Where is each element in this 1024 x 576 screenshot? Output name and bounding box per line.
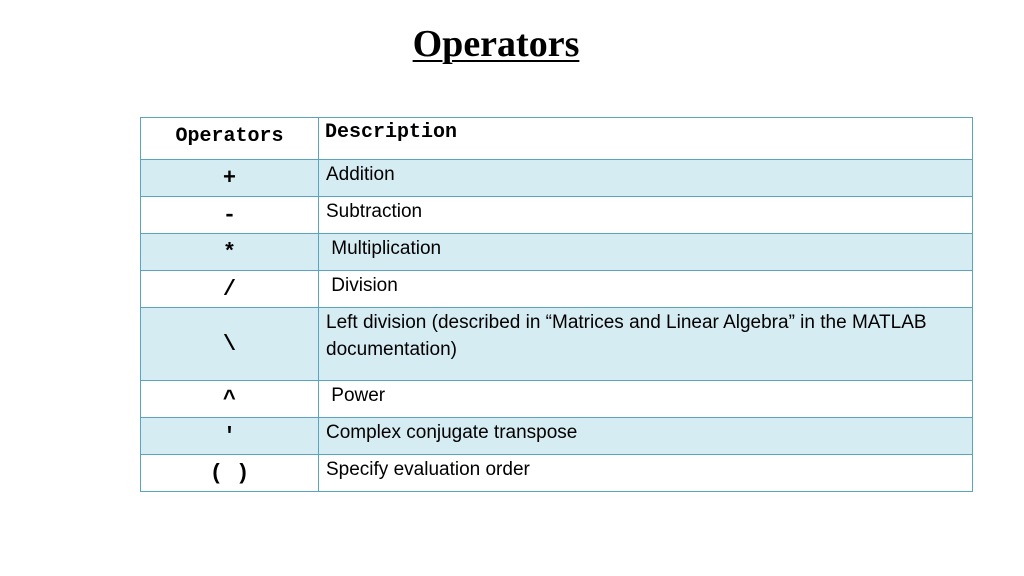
- description-cell: Division: [319, 271, 973, 308]
- operator-cell: -: [141, 197, 319, 234]
- table-row: [141, 234, 973, 271]
- page-title: Operators: [412, 23, 580, 65]
- operators-table: [140, 117, 973, 492]
- operator-cell: ( ): [141, 455, 319, 492]
- table-row: [141, 381, 973, 418]
- description-cell: Left division (described in “Matrices and Linear Algebra” in the MATLAB documentation): [319, 308, 973, 381]
- operator-cell: /: [141, 271, 319, 308]
- description-cell: Complex conjugate transpose: [319, 418, 973, 455]
- table-row: [141, 271, 973, 308]
- description-cell: Subtraction: [319, 197, 973, 234]
- description-cell: Multiplication: [319, 234, 973, 271]
- description-cell: Addition: [319, 160, 973, 197]
- operator-cell: ': [141, 418, 319, 455]
- column-header-operators: Operators: [141, 118, 319, 160]
- operator-cell: ^: [141, 381, 319, 418]
- description-cell: Specify evaluation order: [319, 455, 973, 492]
- table-row: [141, 197, 973, 234]
- table-row: [141, 455, 973, 492]
- table-row: [141, 418, 973, 455]
- table-row: [141, 160, 973, 197]
- description-cell: Power: [319, 381, 973, 418]
- table-header-row: [141, 118, 973, 160]
- operator-cell: +: [141, 160, 319, 197]
- operator-cell: *: [141, 234, 319, 271]
- table-row: [141, 308, 973, 381]
- operator-cell: \: [141, 308, 319, 381]
- column-header-description: Description: [319, 118, 973, 160]
